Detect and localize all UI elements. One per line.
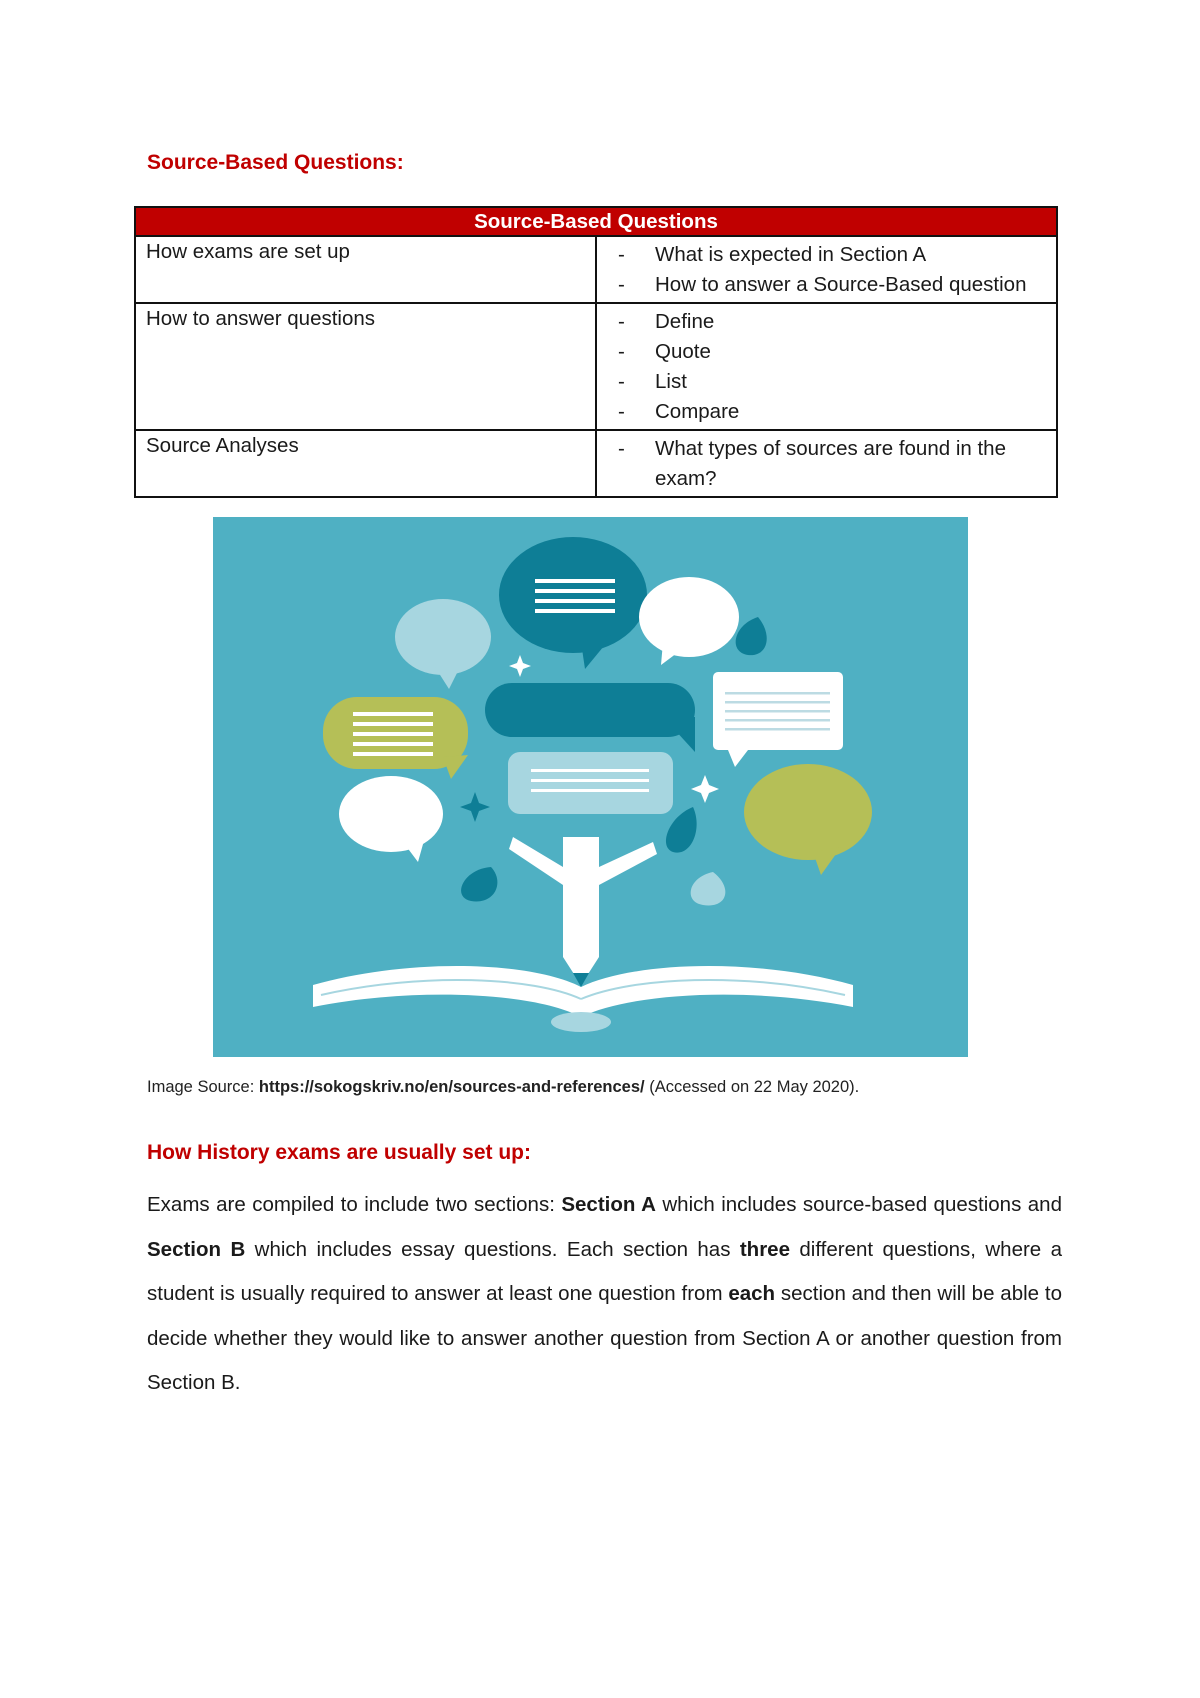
list-item: - Quote xyxy=(615,337,1046,367)
item-list xyxy=(615,307,1046,427)
table-row xyxy=(135,303,1057,430)
body-paragraph xyxy=(147,1183,1062,1406)
item-list xyxy=(615,434,1046,494)
book-speech-bubbles-illustration xyxy=(213,517,968,1057)
paragraph-text: which includes essay questions. Each section has xyxy=(245,1237,740,1261)
table-cell-items xyxy=(596,430,1057,497)
list-item: - How to answer a Source-Based question xyxy=(615,270,1046,300)
paragraph-text: section and then will be able to decide whether they would like to answer another question from Section A or another question from Section B. xyxy=(147,1282,1062,1394)
section-heading-exams: How History exams are usually set up: xyxy=(147,1141,531,1164)
paragraph-bold: three xyxy=(739,1237,790,1261)
paragraph-text: which includes source-based questions and xyxy=(655,1193,1062,1216)
list-item: - What types of sources are found in the exam? xyxy=(615,434,1046,494)
table-header-row xyxy=(135,207,1057,236)
list-item: - List xyxy=(615,367,1046,397)
caption-label: Image Source: xyxy=(147,1078,259,1096)
table-cell-topic: How exams are set up xyxy=(135,236,596,303)
speech-bubble-light-rect-icon xyxy=(508,752,673,814)
image-caption xyxy=(147,1078,859,1097)
table-cell-topic: How to answer questions xyxy=(135,303,596,430)
caption-url: https://sokogskriv.no/en/sources-and-references/ xyxy=(258,1078,645,1096)
caption-accessed: (Accessed on 22 May 2020). xyxy=(644,1078,860,1096)
table-cell-topic: Source Analyses xyxy=(135,430,596,497)
paragraph-bold: each xyxy=(728,1282,776,1305)
item-list xyxy=(615,240,1046,300)
speech-bubble-olive-icon xyxy=(323,697,468,779)
list-item: - What is expected in Section A xyxy=(615,240,1046,270)
source-based-questions-table xyxy=(134,206,1058,498)
paragraph-text: different questions, where a student is usually required to answer at least one question from xyxy=(147,1237,1063,1305)
table-header: Source-Based Questions xyxy=(135,207,1057,236)
paragraph-bold: Section A xyxy=(561,1193,656,1216)
table-cell-items xyxy=(596,303,1057,430)
list-item: - Compare xyxy=(615,397,1046,427)
table-cell-items xyxy=(596,236,1057,303)
list-item: - Define xyxy=(615,307,1046,337)
paragraph-text: Exams are compiled to include two sections: xyxy=(147,1193,562,1216)
table-row xyxy=(135,236,1057,303)
table-row xyxy=(135,430,1057,497)
section-heading-source-based: Source-Based Questions: xyxy=(147,151,404,174)
paragraph-bold: Section B xyxy=(147,1237,246,1261)
